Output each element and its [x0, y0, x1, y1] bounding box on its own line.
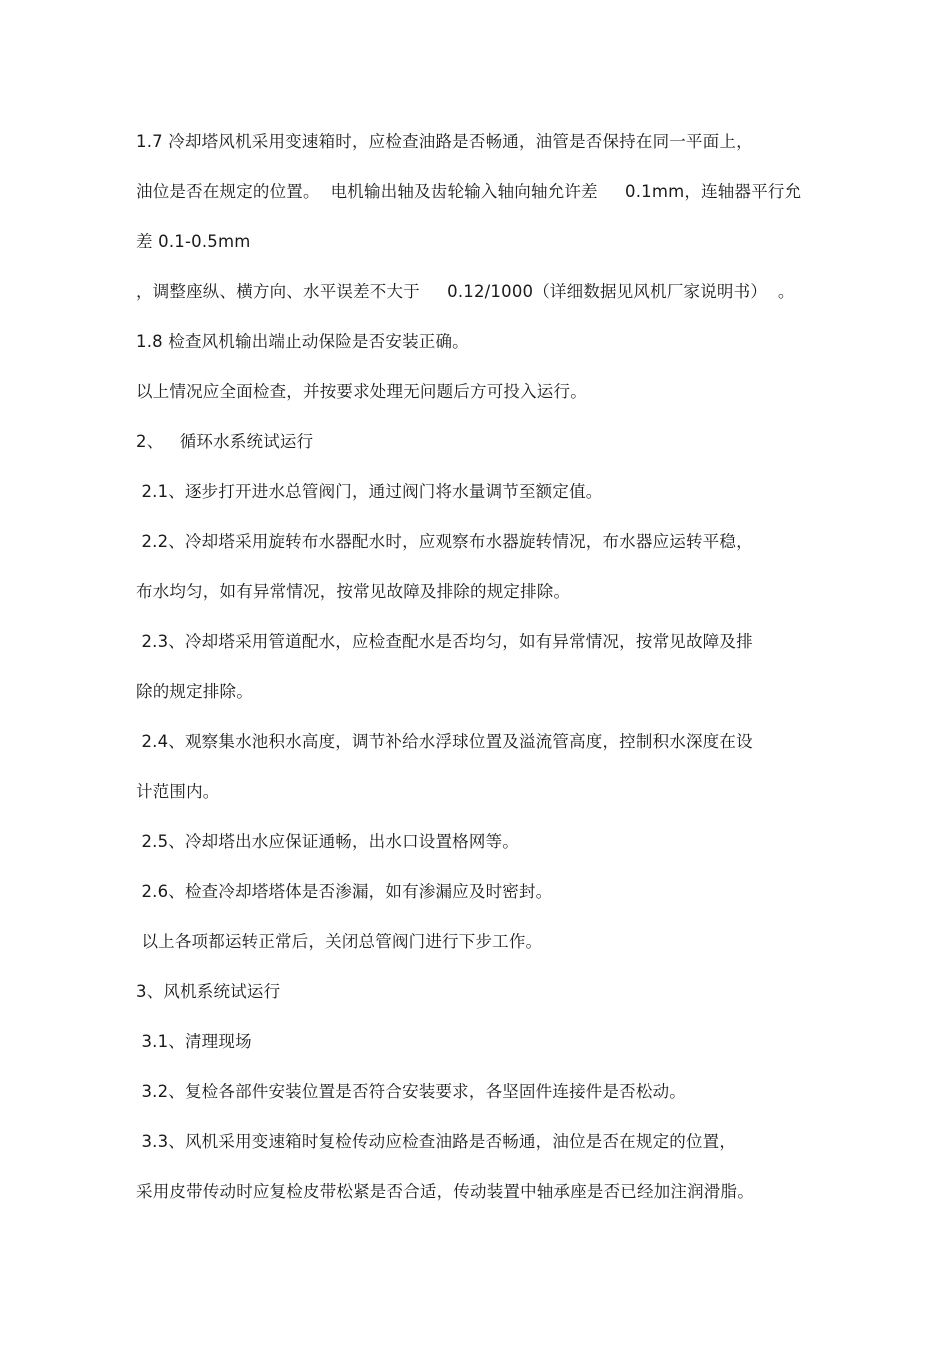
text-line-3-3-belt-drive: 采用皮带传动时应复检皮带松紧是否合适，传动装置中轴承座是否已经加注润滑脂。 [136, 1182, 754, 1201]
text-line-2-4-basin-level: 2.4、观察集水池积水高度，调节补给水浮球位置及溢流管高度，控制积水深度在设 [136, 732, 753, 751]
text-line-2-1-open-valve: 2.1、逐步打开进水总管阀门，通过阀门将水量调节至额定值。 [136, 482, 603, 501]
text-line-3-3-gearbox-recheck: 3.3、风机采用变速箱时复检传动应检查油路是否畅通，油位是否在规定的位置， [136, 1132, 737, 1151]
text-line-level-error: ，调整座纵、横方向、水平误差不大于 0.12/1000（详细数据见风机厂家说明书） 。 [136, 282, 795, 301]
text-line-2-3-continued: 除的规定排除。 [136, 682, 253, 701]
text-line-2-3-pipe-distribution: 2.3、冷却塔采用管道配水，应检查配水是否均匀，如有异常情况，按常见故障及排 [136, 632, 753, 651]
text-line-inspection-summary: 以上情况应全面检查，并按要求处理无问题后方可投入运行。 [136, 382, 587, 401]
text-line-2-5-outlet: 2.5、冷却塔出水应保证通畅，出水口设置格网等。 [136, 832, 519, 851]
text-line-2-6-leak-check: 2.6、检查冷却塔塔体是否渗漏，如有渗漏应及时密封。 [136, 882, 553, 901]
text-line-1-8-stop-device: 1.8 检查风机输出端止动保险是否安装正确。 [136, 332, 469, 351]
text-line-2-2-rotary-distributor: 2.2、冷却塔采用旋转布水器配水时，应观察布水器旋转情况，布水器应运转平稳， [136, 532, 753, 551]
text-line-3-1-clean-site: 3.1、清理现场 [136, 1032, 252, 1051]
text-line-oil-level-tolerance: 油位是否在规定的位置。 电机输出轴及齿轮输入轴向轴允许差 0.1mm，连轴器平行允 [136, 182, 802, 201]
text-line-coupling-tolerance: 差 0.1-0.5mm [136, 232, 251, 251]
section-heading-2-circulating-water: 2、 循环水系统试运行 [136, 432, 314, 451]
text-line-close-main-valve: 以上各项都运转正常后，关闭总管阀门进行下步工作。 [136, 932, 543, 951]
text-line-2-4-continued: 计范围内。 [136, 782, 220, 801]
text-line-1-7-gearbox-oil: 1.7 冷却塔风机采用变速箱时，应检查油路是否畅通，油管是否保持在同一平面上， [136, 132, 753, 151]
text-line-2-2-continued: 布水均匀，如有异常情况，按常见故障及排除的规定排除。 [136, 582, 571, 601]
text-line-3-2-recheck-parts: 3.2、复检各部件安装位置是否符合安装要求，各坚固件连接件是否松动。 [136, 1082, 686, 1101]
section-heading-3-fan-system: 3、风机系统试运行 [136, 982, 281, 1001]
